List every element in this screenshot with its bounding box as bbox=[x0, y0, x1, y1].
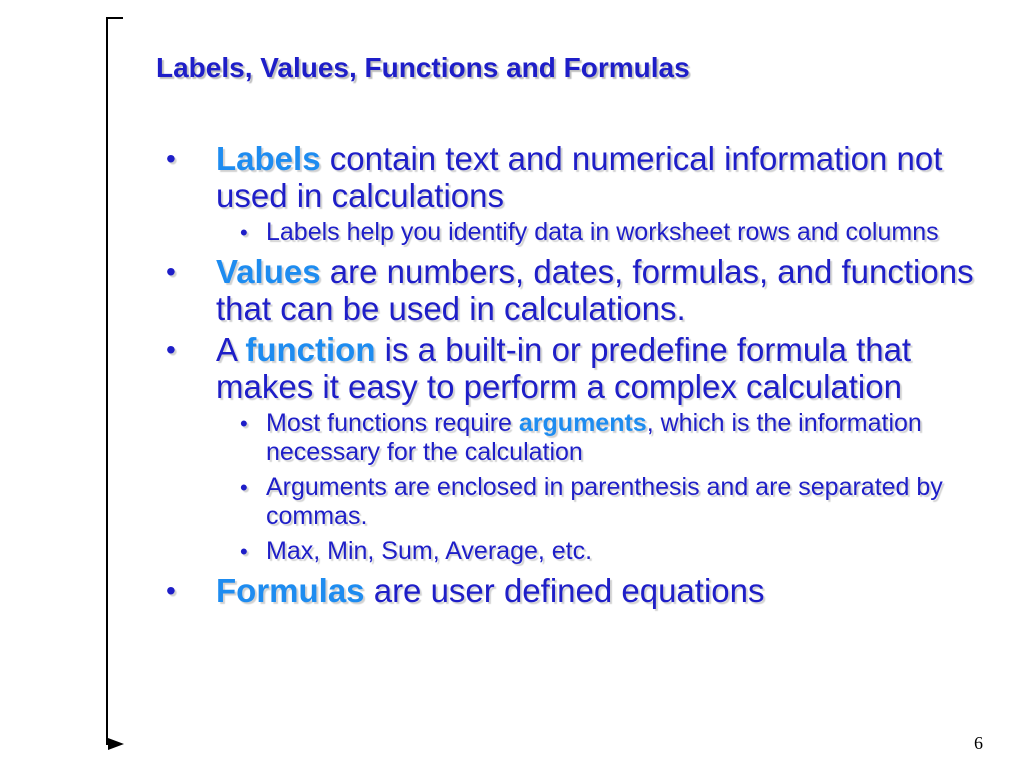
sub-bullet-examples-text: Max, Min, Sum, Average, etc. bbox=[266, 537, 593, 565]
keyword-labels: Labels bbox=[216, 140, 321, 177]
bullet-list bbox=[162, 140, 1002, 609]
bracket-top bbox=[106, 17, 123, 19]
keyword-formulas: Formulas bbox=[216, 572, 365, 609]
bullet-function-text: is a built-in or predefine formula that makes it easy to perform a complex calculation bbox=[216, 331, 912, 405]
bullet-icon: • bbox=[166, 143, 176, 174]
sub-bullet-examples bbox=[162, 537, 1002, 566]
sub-bullet-arguments-prefix: Most functions require bbox=[266, 409, 519, 437]
keyword-arguments: arguments bbox=[518, 409, 647, 437]
slide-title: Labels, Values, Functions and Formulas bbox=[156, 52, 690, 83]
bullet-values-text: are numbers, dates, formulas, and functions that can be used in calculations. bbox=[216, 253, 974, 327]
sub-bullet-icon: • bbox=[240, 539, 248, 564]
bullet-formulas-text: are user defined equations bbox=[364, 572, 765, 609]
bullet-labels-text: contain text and numerical information not used in calculations bbox=[216, 140, 943, 214]
bracket-line bbox=[106, 17, 108, 745]
keyword-function: function bbox=[245, 331, 376, 368]
sub-bullet-icon: • bbox=[240, 411, 248, 436]
bullet-icon: • bbox=[166, 334, 176, 365]
sub-bullet-icon: • bbox=[240, 475, 248, 500]
sub-bullet-parenthesis-text: Arguments are enclosed in parenthesis and are separated by commas. bbox=[266, 473, 943, 530]
sub-bullet-parenthesis bbox=[162, 473, 1002, 531]
keyword-values: Values bbox=[216, 253, 321, 290]
slide-content bbox=[162, 140, 1002, 613]
bullet-formulas bbox=[162, 572, 1002, 609]
sub-bullet-arguments-text: , which is the information necessary for the calculation bbox=[266, 409, 922, 466]
bullet-labels bbox=[162, 140, 1002, 214]
bullet-values bbox=[162, 253, 1002, 327]
page-number: 6 bbox=[974, 733, 983, 753]
right-arrow-icon bbox=[108, 738, 124, 750]
sub-bullet-labels-help-text: Labels help you identify data in worksheet rows and columns bbox=[266, 218, 939, 246]
sub-bullet-arguments bbox=[162, 409, 1002, 467]
bullet-function bbox=[162, 331, 1002, 405]
bullet-icon: • bbox=[166, 256, 176, 287]
sub-bullet-labels-help bbox=[162, 218, 1002, 247]
sub-bullet-icon: • bbox=[240, 220, 248, 245]
bullet-icon: • bbox=[166, 575, 176, 606]
bullet-function-prefix: A bbox=[216, 331, 246, 368]
